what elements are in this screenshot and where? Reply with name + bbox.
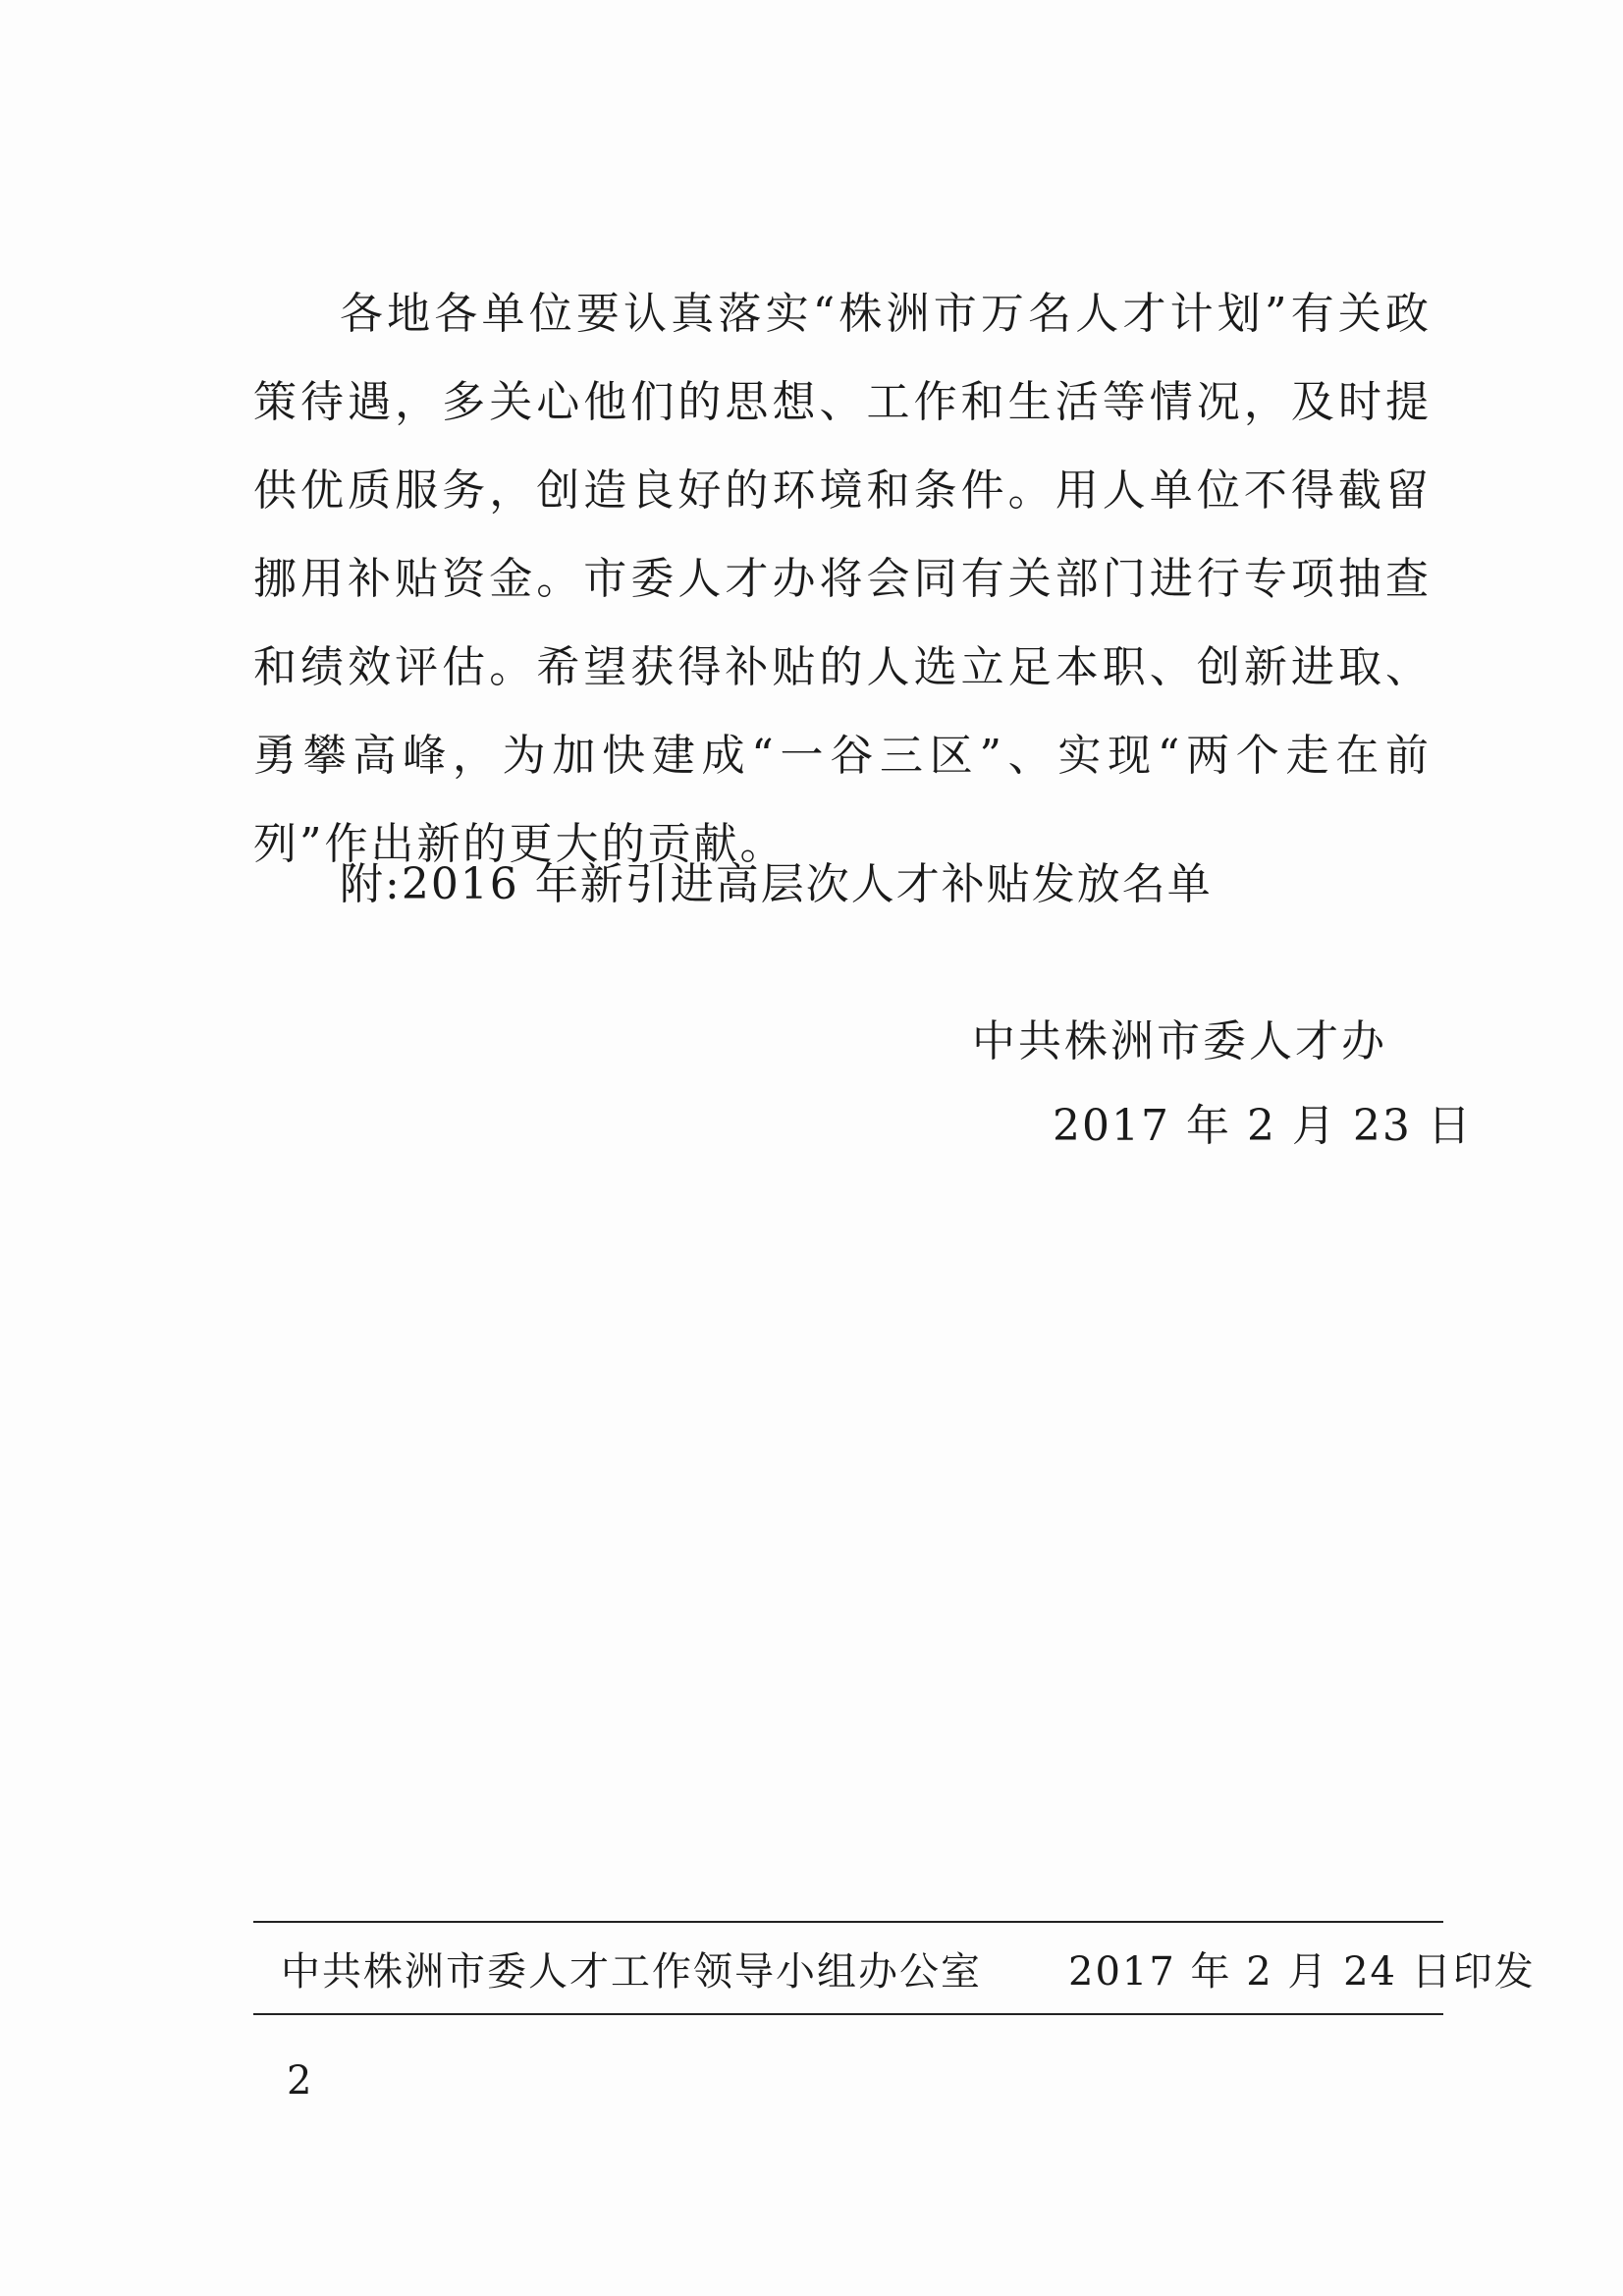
footer-issuer: 中共株洲市委人才工作领导小组办公室 xyxy=(281,1949,982,1995)
footer-issue-date: 2017 年 2 月 24 日印发 xyxy=(1068,1949,1536,1995)
attachment-line: 附:2016 年新引进高层次人才补贴发放名单 xyxy=(340,859,1213,909)
body-paragraph: 各地各单位要认真落实“株洲市万名人才计划”有关政策待遇，多关心他们的思想、工作和生活等情况，及时提供优质服务，创造良好的环境和条件。用人单位不得截留挪用补贴资金。市委人才办将会同有关部门进行专项抽查和绩效评估。希望获得补贴的人选立足本职、创新进取、勇攀高峰，为加快建成“一谷三区”、实现“两个走在前列”作出新的更大的贡献。 xyxy=(253,289,1432,869)
signature-date: 2017 年 2 月 23 日 xyxy=(1053,1101,1473,1151)
footer-top-rule xyxy=(253,1921,1443,1923)
signature-organization: 中共株洲市委人才办 xyxy=(972,1016,1387,1066)
page-number: 2 xyxy=(287,2058,312,2104)
footer-bottom-rule xyxy=(253,2013,1443,2015)
